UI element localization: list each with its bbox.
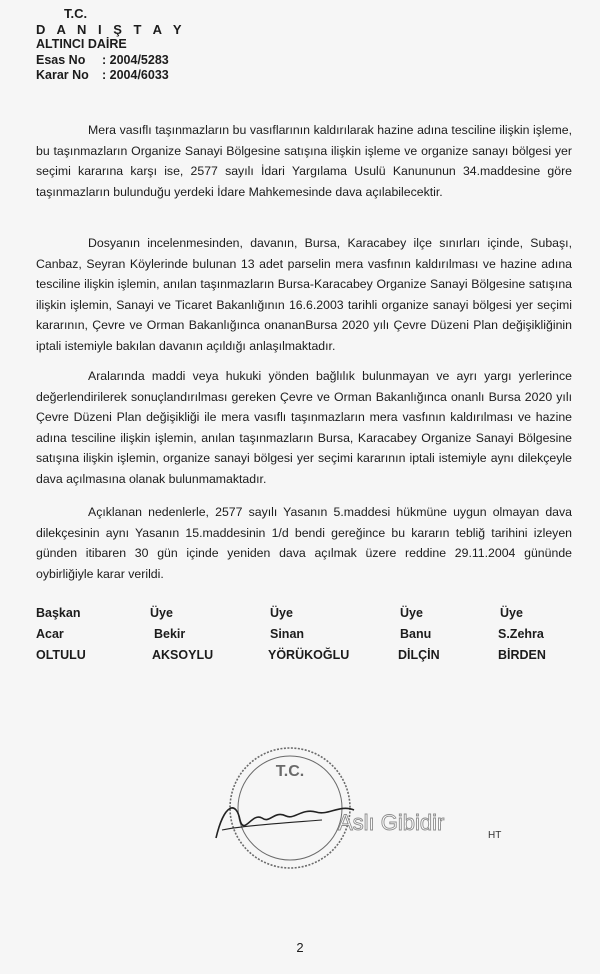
signatory-first-name: S.Zehra bbox=[498, 627, 544, 641]
esas-value: : 2004/5283 bbox=[102, 52, 169, 67]
signatory-last-name: OLTULU bbox=[36, 648, 86, 662]
page-number: 2 bbox=[296, 940, 304, 955]
signatory-titles-row bbox=[36, 606, 596, 627]
signatory-title: Üye bbox=[500, 606, 523, 620]
decision-body-1 bbox=[36, 120, 572, 202]
signatory-title: Üye bbox=[270, 606, 293, 620]
certified-copy-stamp bbox=[212, 790, 522, 850]
signatory-first-name: Banu bbox=[400, 627, 432, 641]
signatory-last-name: DİLÇİN bbox=[398, 648, 440, 662]
header-tc: T.C. bbox=[64, 6, 88, 21]
signatory-first-name: Bekir bbox=[154, 627, 186, 641]
paragraph: Aralarında maddi veya hukuki yönden bağlılık bulunmayan ve ayrı yargı yerlerince değerlendirilerek sonuçlandırılması gereken Çevre ve Orman Bakanlığınca onanlı Bursa 2020 yılı Çevre Düzeni Plan değişikliği ile mera vasıflı taşınmazların mera vasfının kaldırılması ve hazine adına tesciline ilişkin işlemin, anılan taşınmazların Bursa, Karacabey Organize Sanayi Bölgesine satışına ilişkin işlemin, organize sanayi bölgesi yer seçimi kararının iptali istemiyle aynı dilekçeyle dava açılmasına olanak bulunmamaktadır. bbox=[36, 369, 572, 486]
paragraph: Dosyanın incelenmesinden, davanın, Bursa, Karacabey ilçe sınırları içinde, Subaşı, Canbaz, Seyran Köylerinde bulunan 13 adet parselin mera vasfının kaldırılması ve hazine adına tesciline ilişkin işlemin, anılan taşınmazların Bursa-Karacabey Organize Sanayi Bölgesine satışına ilişkin işlemin, Sanayi ve Ticaret Bakanlığının 16.6.2003 tarihli organize sanayi bölgesi yer seçimi kararının, Çevre ve Orman Bakanlığınca onananBursa 2020 yılı Çevre Düzeni Plan değişikliğinin iptali istemiyle bakılan davanın açıldığı anlaşılmaktadır. bbox=[36, 236, 572, 353]
signatory-last-name: YÖRÜKOĞLU bbox=[268, 648, 350, 662]
signatory-last-names-row bbox=[36, 648, 596, 669]
paragraph: Açıklanan nedenlerle, 2577 sayılı Yasanın 5.maddesi hükmüne uygun olmayan dava dilekçesinin aynı Yasanın 15.maddesinin 1/d bendi gereğince bu kararın tebliğ tarihini izleyen günden itibaren 30 gün içinde yeniden dava açılmak üzere reddine 29.11.2004 gününde oybirliğiyle karar verildi. bbox=[36, 505, 572, 581]
document-header bbox=[36, 6, 186, 84]
signatory-title: Üye bbox=[150, 606, 173, 620]
signatory-first-names-row bbox=[36, 627, 596, 648]
decision-body-2 bbox=[36, 233, 572, 357]
initials-text: HT bbox=[488, 830, 502, 841]
signatory-first-name: Sinan bbox=[270, 627, 305, 641]
decision-body-4 bbox=[36, 502, 572, 584]
signatory-last-name: AKSOYLU bbox=[152, 648, 214, 662]
header-court-name: D A N I Ş T A Y bbox=[36, 21, 186, 37]
paragraph: Mera vasıflı taşınmazların bu vasıflarının kaldırılarak hazine adına tesciline ilişkin işleme, bu taşınmazların Organize Sanayi Bölgesine satışına ilişkin işleme ve organize sanayı bölgesi yer seçimi kararına karşı ise, 2577 sayılı İdari Yargılama Usulü Kanununun 34.maddesine göre taşınmazların bulunduğu yerdeki İdare Mahkemesinde dava açılabilecektir. bbox=[36, 123, 572, 199]
decision-body-3 bbox=[36, 366, 572, 490]
karar-number-row bbox=[36, 68, 186, 84]
signatory-title: Üye bbox=[400, 606, 423, 620]
signatures-block bbox=[36, 606, 596, 669]
esas-number-row bbox=[36, 53, 186, 69]
stamp-tc-text: T.C. bbox=[275, 763, 305, 780]
esas-label: Esas No bbox=[36, 52, 86, 67]
signatory-last-name: BİRDEN bbox=[498, 648, 546, 662]
signatory-title: Başkan bbox=[36, 606, 81, 620]
karar-value: : 2004/6033 bbox=[102, 68, 169, 82]
header-chamber: ALTINCI DAİRE bbox=[36, 37, 127, 51]
certified-text: Aslı Gibidir bbox=[338, 810, 445, 835]
signatory-first-name: Acar bbox=[36, 627, 64, 641]
karar-label: Karar No bbox=[36, 68, 89, 82]
